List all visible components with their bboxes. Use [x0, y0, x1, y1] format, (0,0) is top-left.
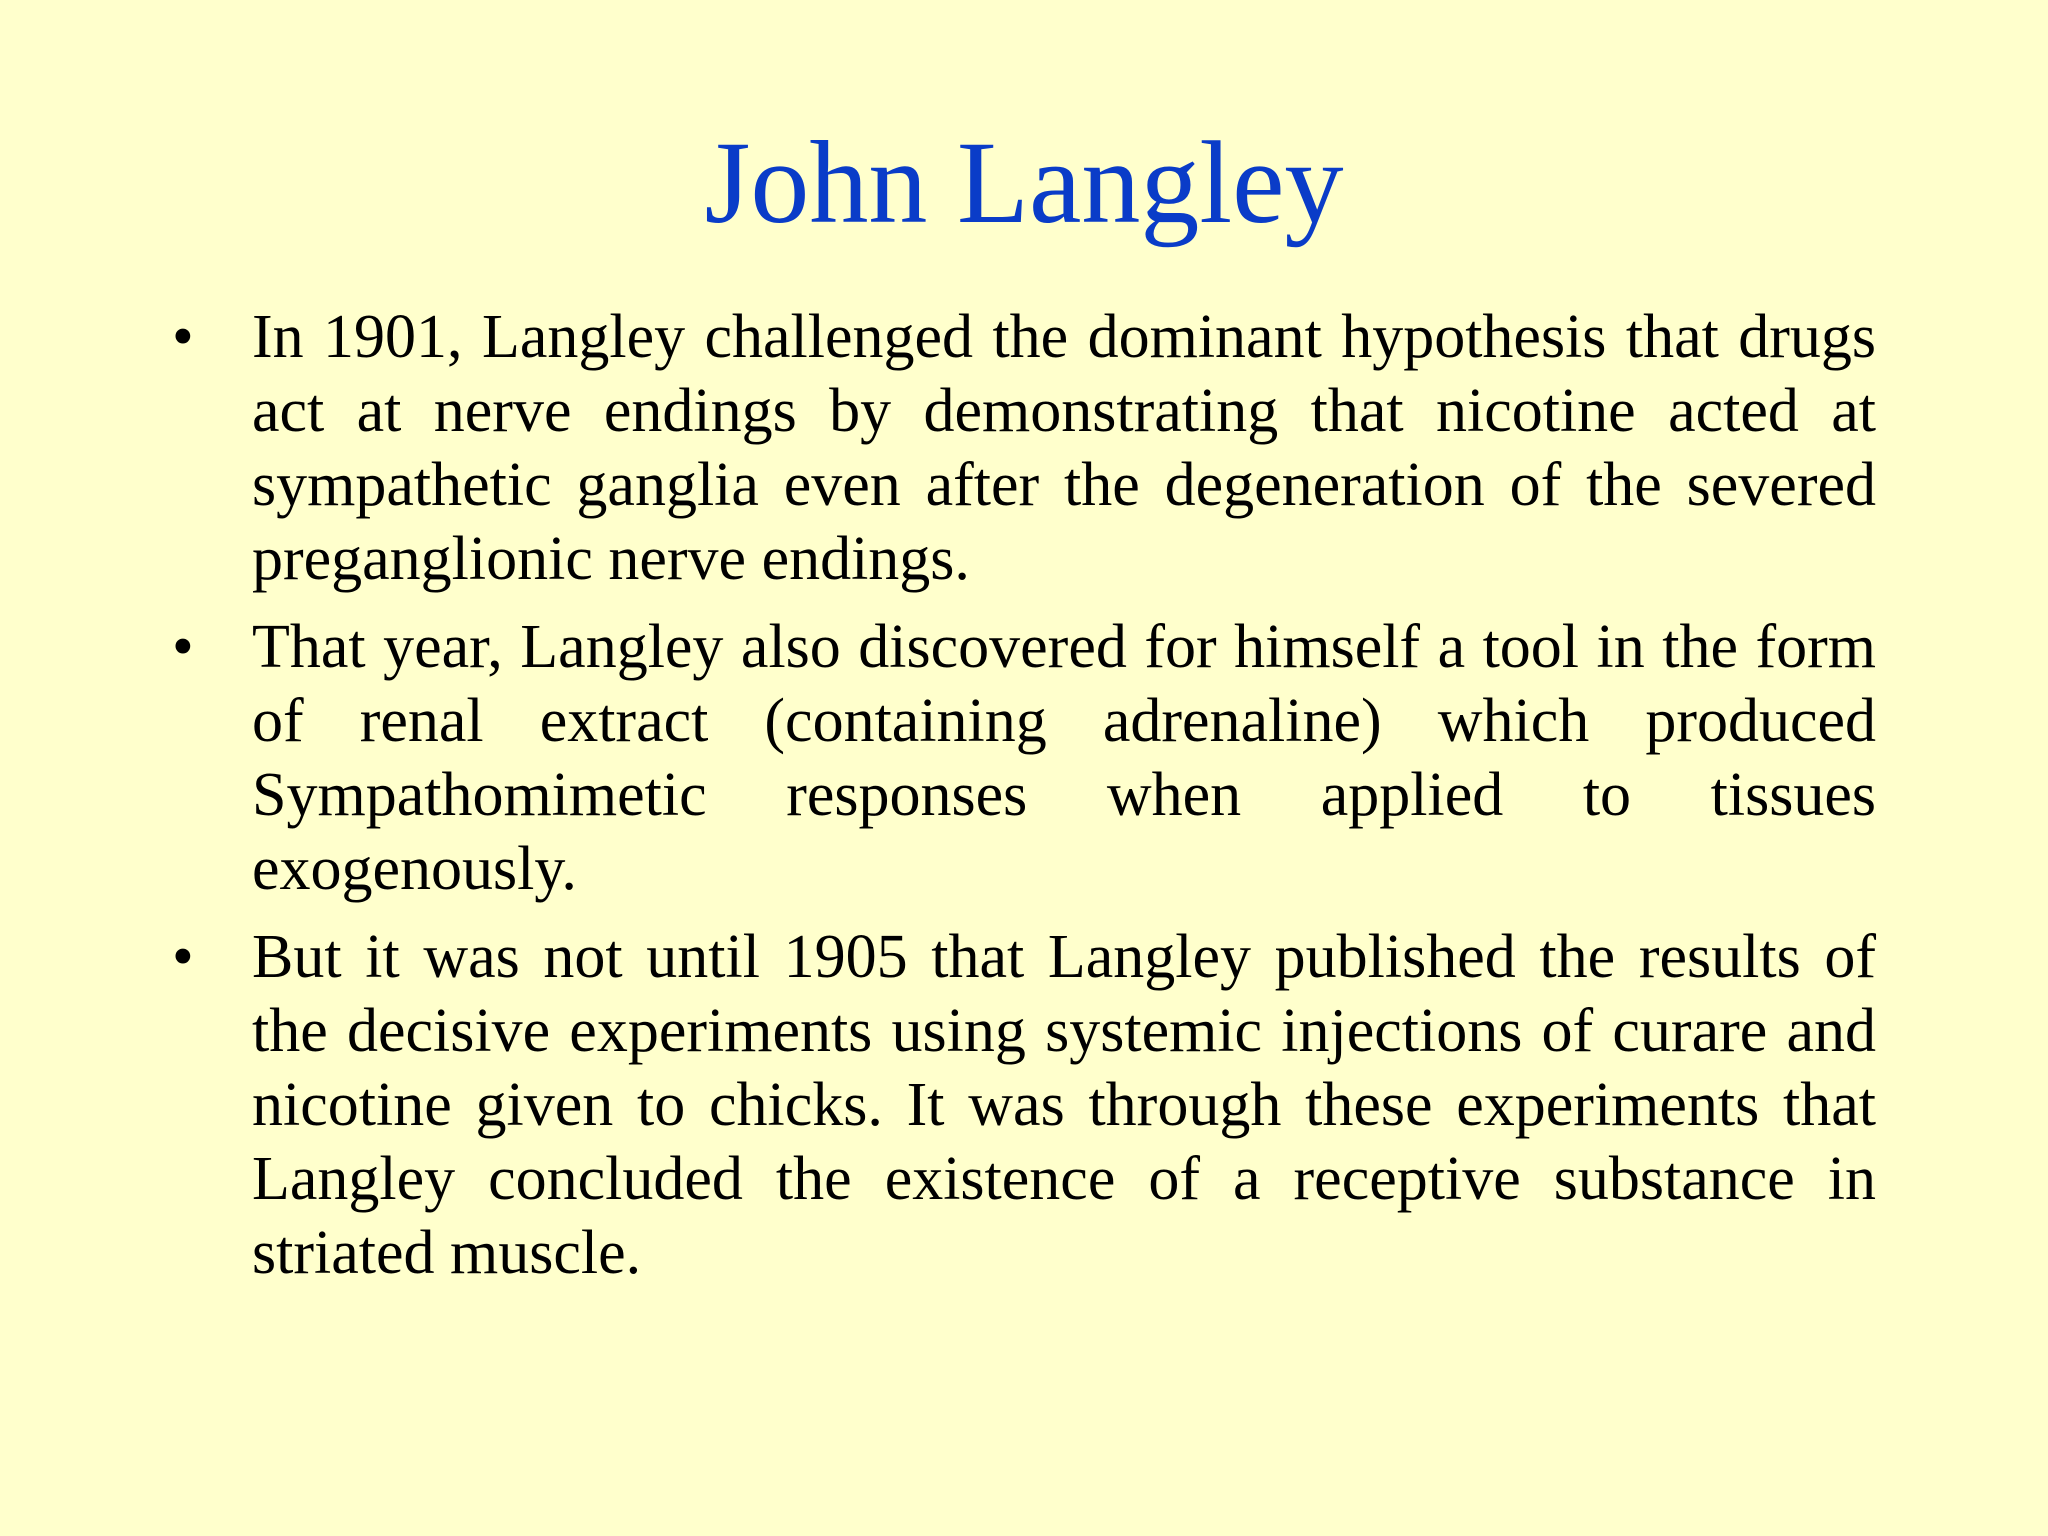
bullet-dot-icon: • [172, 923, 194, 991]
bullet-dot-icon: • [172, 303, 194, 371]
bullet-item [172, 610, 1876, 906]
bullet-text: In 1901, Langley challenged the dominant hypothesis that drugs act at nerve endings by demonstrating that nicotine acted at sympathetic ganglia even after the degeneration of the severed preganglionic nerve endings. [252, 303, 1876, 593]
slide-title: John Langley [704, 117, 1344, 248]
bullet-dot-icon: • [172, 613, 194, 681]
bullet-list [172, 300, 1876, 1304]
bullet-text: But it was not until 1905 that Langley published the results of the decisive experiments using systemic injections of curare and nicotine given to chicks. It was through these experiments that Langley concluded the existence of a receptive substance in striated muscle. [252, 923, 1876, 1287]
bullet-item [172, 920, 1876, 1290]
bullet-text: That year, Langley also discovered for himself a tool in the form of renal extract (containing adrenaline) which produced Sympathomimetic responses when applied to tissues exogenously. [252, 613, 1876, 903]
bullet-item [172, 300, 1876, 596]
